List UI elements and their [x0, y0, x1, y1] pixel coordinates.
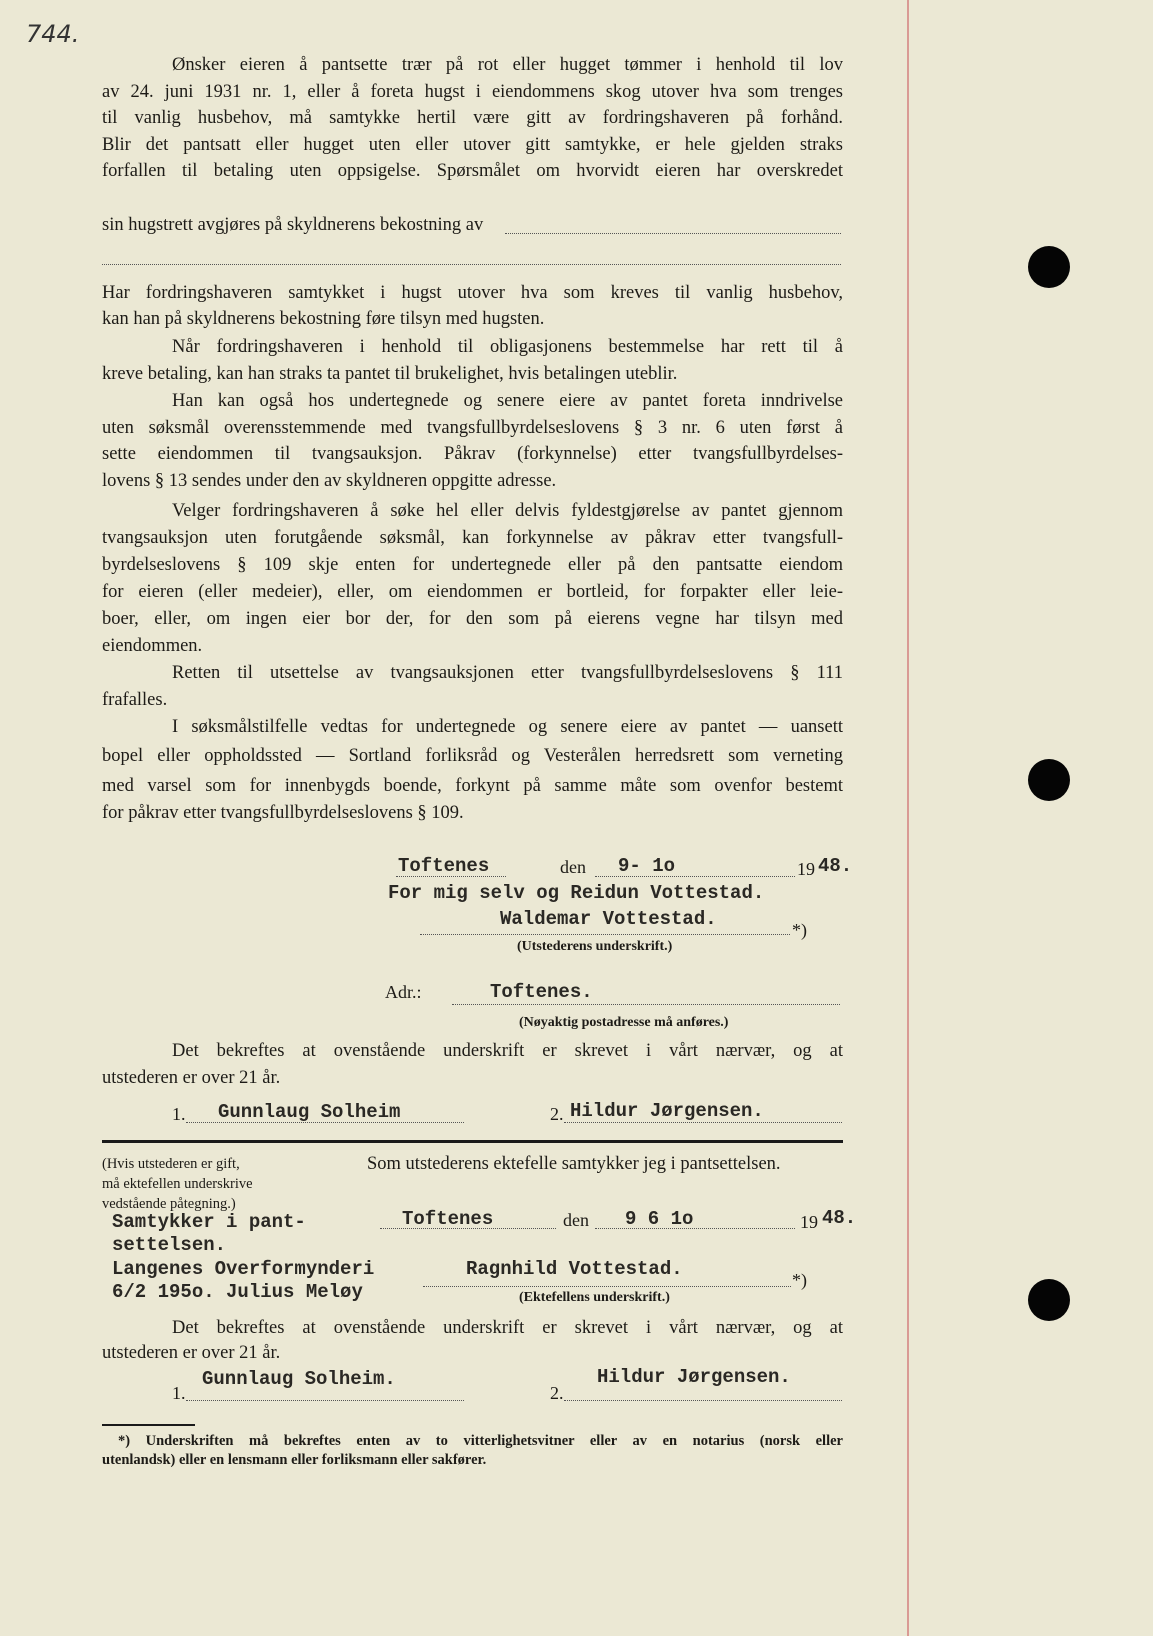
text-line: til vanlig husbehov, må samtykke hertil være gitt av fordringshaveren på forhånd. — [102, 108, 843, 128]
side-note: må ektefellen underskrive — [102, 1176, 253, 1192]
text-line: kreve betaling, kan han straks ta pantet til brukelighet, hvis betalingen uteblir. — [102, 364, 678, 384]
typed-note: Samtykker i pant- — [112, 1211, 306, 1233]
footnote-mark: *) — [792, 920, 807, 940]
text-line: sette eiendommen til tvangsauksjon. Påkrav (forkynnelse) etter tvangsfullbyrdelses- — [102, 444, 843, 464]
witness-name: Gunnlaug Solheim — [218, 1101, 401, 1123]
side-note: vedstående påtegning.) — [102, 1196, 236, 1212]
fill-line — [452, 1004, 840, 1005]
text-line: for påkrav etter tvangsfullbyrdelseslovens § 109. — [102, 803, 464, 823]
text-line: Det bekreftes at ovenstående underskrift er skrevet i vårt nærvær, og at — [172, 1318, 843, 1338]
fill-line — [420, 934, 790, 935]
witness-number: 1. — [172, 1383, 186, 1403]
issuer-signature: Waldemar Vottestad. — [500, 908, 717, 930]
text-line: kan han på skyldnerens bekostning føre tilsyn med hugsten. — [102, 309, 545, 329]
text-line: Velger fordringshaveren å søke hel eller delvis fyldestgjørelse av pantet gjennom — [172, 501, 843, 521]
page-number: 744. — [26, 20, 80, 48]
spouse-date: 9 6 1o — [625, 1208, 694, 1230]
text-line: Ønsker eieren å pantsette trær på rot eller hugget tømmer i henhold til lov — [172, 55, 843, 75]
text-line: tvangsauksjon uten forutgående søksmål, kan forkynnelse av påkrav etter tvangsfull- — [102, 528, 843, 548]
margin-line — [907, 0, 909, 1636]
spouse-place: Toftenes — [402, 1208, 494, 1230]
typed-note: 6/2 195o. Julius Meløy — [112, 1281, 363, 1303]
text-line: lovens § 13 sendes under den av skyldneren oppgitte adresse. — [102, 471, 557, 491]
footnote-divider — [102, 1424, 195, 1426]
fill-line — [102, 264, 841, 265]
text-line: forfallen til betaling uten oppsigelse. Spørsmålet om hvorvidt eieren har overskredet — [102, 161, 843, 181]
text-line: utstederen er over 21 år. — [102, 1068, 281, 1088]
text-line: for eieren (eller medeier), eller, om eiendommen er bortleid, for forpakter eller leie- — [102, 582, 843, 602]
fill-line — [186, 1400, 464, 1401]
fill-line — [505, 233, 841, 234]
spouse-signature: Ragnhild Vottestad. — [466, 1258, 683, 1280]
witness-number: 1. — [172, 1104, 186, 1124]
punch-hole — [1028, 246, 1070, 288]
witness-name: Gunnlaug Solheim. — [202, 1368, 396, 1390]
text-line: utstederen er over 21 år. — [102, 1343, 281, 1363]
text-line: Det bekreftes at ovenstående underskrift er skrevet i vårt nærvær, og at — [172, 1041, 843, 1061]
signature-caption: (Utstederens underskrift.) — [517, 939, 673, 954]
witness-name: Hildur Jørgensen. — [597, 1366, 791, 1388]
text-line: sin hugstrett avgjøres på skyldnerens bekostning av — [102, 215, 484, 235]
consent-text: Som utstederens ektefelle samtykker jeg i pantsettelsen. — [367, 1154, 781, 1174]
year-suffix: 48. — [822, 1207, 857, 1229]
footnote-text: *) Underskriften må bekreftes enten av to vitterlighetsvitner eller av en notarius (norsk eller — [118, 1433, 843, 1449]
address-label: Adr.: — [385, 982, 422, 1002]
text-line: av 24. juni 1931 nr. 1, eller å foreta hugst i eiendommens skog utover hva som trenges — [102, 82, 843, 102]
issuer-place: Toftenes — [398, 855, 490, 877]
text-line: med varsel som for innenbygds boende, forkynt på samme måte som ovenfor bestemt — [102, 776, 843, 796]
den-label: den — [560, 857, 586, 877]
text-line: eiendommen. — [102, 636, 203, 656]
fill-line — [423, 1286, 791, 1287]
address-caption: (Nøyaktig postadresse må anføres.) — [519, 1015, 729, 1030]
witness-number: 2. — [550, 1104, 564, 1124]
fill-line — [564, 1400, 842, 1401]
text-line: I søksmålstilfelle vedtas for undertegnede og senere eiere av pantet — uansett — [172, 717, 843, 737]
year-prefix: 19 — [800, 1212, 818, 1232]
text-line: Blir det pantsatt eller hugget uten eller utover gitt samtykke, er hele gjelden straks — [102, 135, 843, 155]
text-line: bopel eller oppholdssted — Sortland forliksråd og Vesterålen herredsrett som verneting — [102, 746, 843, 766]
den-label: den — [563, 1210, 589, 1230]
side-note: (Hvis utstederen er gift, — [102, 1156, 240, 1172]
signature-caption: (Ektefellens underskrift.) — [519, 1290, 670, 1305]
text-line: Han kan også hos undertegnede og senere eiere av pantet foreta inndrivelse — [172, 391, 843, 411]
witness-name: Hildur Jørgensen. — [570, 1100, 764, 1122]
text-line: boer, eller, om ingen eier bor der, for den som på eierens vegne har tilsyn med — [102, 609, 843, 629]
fill-line — [564, 1122, 842, 1123]
on-behalf-text: For mig selv og Reidun Vottestad. — [388, 882, 765, 904]
text-line: frafalles. — [102, 690, 168, 710]
text-line: Når fordringshaveren i henhold til obligasjonens bestemmelse har rett til å — [172, 337, 843, 357]
footnote-mark: *) — [792, 1270, 807, 1290]
text-line: Retten til utsettelse av tvangsauksjonen etter tvangsfullbyrdelseslovens § 111 — [172, 663, 843, 683]
footnote-text: utenlandsk) eller en lensmann eller forliksmann eller sakfører. — [102, 1452, 487, 1468]
punch-hole — [1028, 1279, 1070, 1321]
divider — [102, 1140, 843, 1143]
punch-hole — [1028, 759, 1070, 801]
text-line: uten søksmål overensstemmende med tvangsfullbyrdelseslovens § 3 nr. 6 uten først å — [102, 418, 843, 438]
year-prefix: 19 — [797, 859, 815, 879]
issuer-date: 9- 1o — [618, 855, 676, 877]
text-line: Har fordringshaveren samtykket i hugst utover hva som kreves til vanlig husbehov, — [102, 283, 843, 303]
address-value: Toftenes. — [490, 981, 593, 1003]
typed-note: settelsen. — [112, 1234, 227, 1256]
year-suffix: 48. — [818, 855, 853, 877]
witness-number: 2. — [550, 1383, 564, 1403]
typed-note: Langenes Overformynderi — [112, 1258, 375, 1280]
text-line: byrdelseslovens § 109 skje enten for undertegnede eller på den pantsatte eiendom — [102, 555, 843, 575]
